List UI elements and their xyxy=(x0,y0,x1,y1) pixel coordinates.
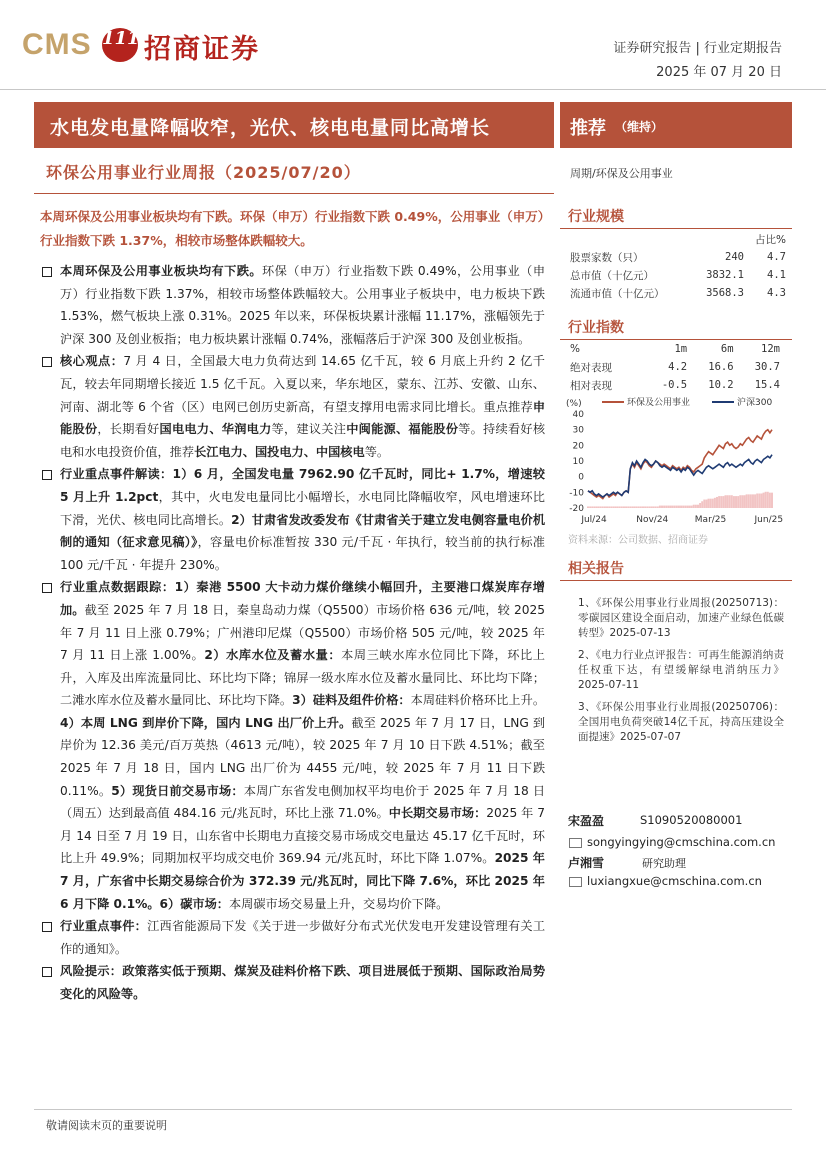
email-icon xyxy=(569,838,582,848)
row-label: 股票家数（只） xyxy=(570,251,644,264)
rating-bar xyxy=(560,102,792,148)
row-label: 相对表现 xyxy=(570,379,612,392)
bullet-sector-performance xyxy=(40,260,545,350)
y-tick-label: 30 xyxy=(572,425,584,436)
related-report-link[interactable]: 1、《环保公用事业行业周报(20250713)：零碳园区建设全面启动，加速产业绿色低碳转型》2025-07-13 xyxy=(578,597,784,639)
bullet-text: 本周三峡水库水位同比下降，环比上升，入库及出库流量同比、环比均下降；锦屏一级水库水位及蓄水量同比、环比均下降；二滩水库水位及蓄水量同比、环比均下降。 xyxy=(60,648,545,708)
row-value: 240 xyxy=(725,251,744,263)
y-tick-label: 40 xyxy=(572,410,584,420)
report-date: 2025 年 07 月 20 日 xyxy=(656,65,782,80)
footer-divider xyxy=(34,1109,792,1110)
x-tick-label: Jul/24 xyxy=(581,515,607,525)
bullet-text: 政策落实低于预期、煤炭及硅料价格下跌、项目进展低于预期、国际政治局势变化的风险等。 xyxy=(60,964,546,1001)
scale-table xyxy=(570,230,786,302)
index-table xyxy=(570,340,780,394)
col-header: 12m xyxy=(761,343,780,355)
section-title-scale: 行业规模 xyxy=(568,209,624,225)
report-title: 水电发电量降幅收窄，光伏、核电电量同比高增长 xyxy=(50,117,491,139)
bullet-core-view xyxy=(40,350,545,463)
bullet-highlight: 2025 年 7 月，广东省中长期交易综合价为 372.39 元/兆瓦时，同比下降 7.6%，环比 2025 年 6 月下降 0.1%。 xyxy=(60,851,545,911)
title-bar xyxy=(34,102,554,148)
bullet-lead: 本周环保及公用事业板块均有下跌。 xyxy=(60,264,263,278)
bullet-highlight: 6）碳市场： xyxy=(159,896,229,911)
bullet-highlight: 2）甘肃省发改委发布《甘肃省关于建立发电侧容量电价机制的通知（征求意见稿）》 xyxy=(60,512,546,550)
bullet-key-events xyxy=(40,463,545,576)
bullet-highlight: 1）6 月，全国发电量 7962.90 亿千瓦时，同比+ 1.7%，增速较 5 月上升 1.2pct xyxy=(60,467,545,504)
chart-source: 资料来源：公司数据、招商证券 xyxy=(568,535,708,546)
section-divider xyxy=(560,580,792,581)
section-title-related: 相关报告 xyxy=(568,561,624,577)
legend-label-hs300: 沪深300 xyxy=(737,398,773,408)
bullet-text: 截至 2025 年 7 月 17 日，LNG 到岸价为 12.36 美元/百万英热（4613 元/吨），较 2025 年 7 月 10 日下跌 4.51%；截至 2025 年 7 月 18 日，国内 LNG 出厂价为 4455 元/吨，较 2025 年 7 月 11 日下跌 0.11%。 xyxy=(60,715,546,798)
cell: 30.7 xyxy=(754,361,780,373)
y-tick-label: -10 xyxy=(569,488,584,499)
col-header-pct: 占比% xyxy=(755,233,786,246)
table-row xyxy=(570,248,786,266)
bullet-text: 本周碳市场交易量上升，交易均价下降。 xyxy=(228,896,449,911)
subtitle-divider xyxy=(34,193,554,194)
analyst-role: 研究助理 xyxy=(642,857,686,870)
cell: 10.2 xyxy=(708,379,734,391)
bullet-text: 7 月 4 日，全国最大电力负荷达到 14.65 亿千瓦，较 6 月底上升约 2 亿千瓦，较去年同期增长接近 1.5 亿千瓦。入夏以来，华东地区，蒙东、江苏、安徽、山东、河南、湖北等 6 个省（区）电网已创历史新高，有望支撑用电需求同比增长。重点推荐 xyxy=(60,354,545,414)
checkbox-bullet-icon xyxy=(42,357,52,367)
category-label: 周期/环保及公用事业 xyxy=(570,167,673,180)
footer-note: 敬请阅读末页的重要说明 xyxy=(46,1119,167,1132)
related-report-link[interactable]: 3、《环保公用事业行业周报(20250706)：全国用电负荷突破14亿千瓦，持高压建设全面提速》2025-07-07 xyxy=(578,701,784,743)
watch-stocks: 中闽能源、福能股份 xyxy=(346,422,459,437)
bullet-highlight: 4）本周 LNG 到岸价下降，国内 LNG 出厂价上升。 xyxy=(60,715,352,730)
bullet-text: 环保（申万）行业指数下跌 0.49%，公用事业（申万）行业指数下跌 1.37%，相较市场整体跌幅较大。公用事业子板块中，电力板块下跌 1.53%，燃气板块上涨 0.31%。2025 年以来，环保板块累计涨幅 11.17%，涨幅领先于沪深 300 及创业板指；电力板块累计涨幅 0.74%，涨幅落后于沪深 300 及创业板指。 xyxy=(60,264,546,346)
row-pct: 4.3 xyxy=(767,287,786,299)
y-axis-label: (%) xyxy=(566,399,582,409)
section-divider xyxy=(560,228,792,229)
row-label: 流通市值（十亿元） xyxy=(570,287,665,300)
bullet-text: 等。 xyxy=(364,444,390,459)
performance-chart xyxy=(562,396,790,528)
col-header: % xyxy=(570,343,580,355)
rating-label: 推荐 xyxy=(570,118,606,139)
bullet-industry-event xyxy=(40,915,545,960)
x-tick-label: Mar/25 xyxy=(694,515,727,525)
table-row xyxy=(570,358,780,376)
logo-cn-text: 招商证券 xyxy=(144,34,260,65)
bullet-text: 等，建议关注 xyxy=(271,422,347,437)
bullet-lead: 行业重点数据跟踪： xyxy=(60,580,175,595)
row-label: 总市值（十亿元） xyxy=(570,269,654,282)
bullet-text: 等。持续看好核电和水电投资价值，推荐 xyxy=(60,422,546,459)
bullet-lead: 核心观点： xyxy=(60,354,124,369)
col-header: 1m xyxy=(674,343,688,355)
table-row xyxy=(570,284,786,302)
cell: 4.2 xyxy=(668,361,688,373)
analyst-email[interactable]: songyingying@cmschina.com.cn xyxy=(587,835,776,849)
analyst-cert-id: S1090520080001 xyxy=(640,813,743,827)
header-divider xyxy=(0,89,826,90)
bullet-lead: 行业重点事件： xyxy=(60,919,148,934)
checkbox-bullet-icon xyxy=(42,583,52,593)
recommended-stock: 申能股份 xyxy=(60,399,545,437)
row-label: 绝对表现 xyxy=(570,361,612,374)
cell: -0.5 xyxy=(661,379,688,391)
report-subtitle: 环保公用事业行业周报（2025/07/20） xyxy=(46,163,361,182)
series-line-hs300 xyxy=(588,455,772,497)
bullet-highlight: 3）硅料及组件价格： xyxy=(292,693,411,708)
rating-note: （维持） xyxy=(615,120,664,134)
row-pct: 4.7 xyxy=(767,251,786,263)
bullet-text: 2025 年 7 月 14 日至 7 月 19 日，山东省中长期电力直接交易市场成交电量达 45.17 亿千瓦时，环比上升 49.9%；同期加权平均成交电价 369.94 元/兆瓦时，环比下降 1.07%。 xyxy=(60,806,545,866)
bullet-risk xyxy=(40,960,545,1005)
company-logo xyxy=(22,26,292,66)
analyst-email[interactable]: luxiangxue@cmschina.com.cn xyxy=(587,874,762,888)
checkbox-bullet-icon xyxy=(42,470,52,480)
bullet-data-tracking xyxy=(40,576,545,915)
logo-mark-icon: 111 xyxy=(102,28,138,62)
row-value: 3568.3 xyxy=(706,287,744,299)
bullet-lead: 行业重点事件解读： xyxy=(60,467,173,482)
related-report-link[interactable]: 2、《电力行业点评报告：可再生能源消纳责任权重下达，有望缓解绿电消纳压力》2025-07-11 xyxy=(578,649,784,691)
bullet-text: 本周广东省发电侧加权平均电价于 2025 年 7 月 18 日（周五）达到最高值 484.16 元/兆瓦时，环比上涨 71.0%。 xyxy=(60,783,546,821)
report-type: 证券研究报告 | 行业定期报告 xyxy=(613,41,782,56)
recommended-stocks: 长江电力、国投电力、中国核电 xyxy=(194,444,365,459)
recommended-stocks: 国电电力、华润电力 xyxy=(159,422,272,437)
row-value: 3832.1 xyxy=(706,269,744,281)
cell: 16.6 xyxy=(708,361,734,373)
bullet-text: 本周硅料价格环比上升。 xyxy=(410,693,546,708)
table-row xyxy=(570,266,786,284)
section-title-index: 行业指数 xyxy=(568,320,624,336)
bullet-highlight: 5）现货日前交易市场： xyxy=(111,783,244,798)
col-header: 6m xyxy=(720,343,734,355)
checkbox-bullet-icon xyxy=(42,267,52,277)
bullet-text: ，容量电价标准暂按 330 元/千瓦 · 年执行，较当前的执行标准 100 元/千瓦 · 年提升 230%。 xyxy=(60,535,545,572)
y-tick-label: 10 xyxy=(572,457,584,467)
bullet-text: ，其中，火电发电量同比小幅增长，水电同比降幅收窄，风电增速环比下滑，光伏、核电同比高增长。 xyxy=(60,489,545,527)
table-row xyxy=(570,376,780,394)
bullet-text: 江西省能源局下发《关于进一步做好分布式光伏发电开发建设管理有关工作的通知》。 xyxy=(60,919,546,956)
bullet-highlight: 1）秦港 5500 大卡动力煤价继续小幅回升，主要港口煤炭库存增加。 xyxy=(60,580,545,617)
table-header-row xyxy=(570,340,780,358)
bullet-text: ，长期看好 xyxy=(97,422,160,437)
analyst-name: 卢湘雪 xyxy=(568,856,605,870)
row-pct: 4.1 xyxy=(767,269,786,281)
bullet-highlight: 中长期交易市场： xyxy=(388,806,487,821)
x-tick-label: Jun/25 xyxy=(754,515,784,525)
cell: 15.4 xyxy=(754,379,780,391)
checkbox-bullet-icon xyxy=(42,922,52,932)
email-icon xyxy=(569,877,582,887)
bullet-text: 截至 2025 年 7 月 18 日，秦皇岛动力煤（Q5500）市场价格 636 元/吨，较 2025 年 7 月 11 日上涨 0.79%；广州港印尼煤（Q5500）市场价格 505 元/吨，较 2025 年 7 月 11 日上涨 1.00%。 xyxy=(60,602,545,663)
checkbox-bullet-icon xyxy=(42,967,52,977)
y-tick-label: 0 xyxy=(578,472,584,483)
y-tick-label: 20 xyxy=(572,441,584,452)
bullet-highlight: 2）水库水位及蓄水量： xyxy=(204,648,342,663)
related-reports-list xyxy=(578,596,784,752)
bullet-lead: 风险提示： xyxy=(60,964,123,979)
analyst-name: 宋盈盈 xyxy=(568,814,605,828)
x-tick-label: Nov/24 xyxy=(636,515,669,525)
legend-label-industry: 环保及公用事业 xyxy=(627,398,691,408)
logo-cms-text: CMS xyxy=(22,28,92,61)
bullet-list xyxy=(40,260,545,1006)
summary-text: 本周环保及公用事业板块均有下跌。环保（申万）行业指数下跌 0.49%，公用事业（申万）行业指数下跌 1.37%，相较市场整体跌幅较大。 xyxy=(40,209,544,248)
y-tick-label: -20 xyxy=(569,504,584,514)
